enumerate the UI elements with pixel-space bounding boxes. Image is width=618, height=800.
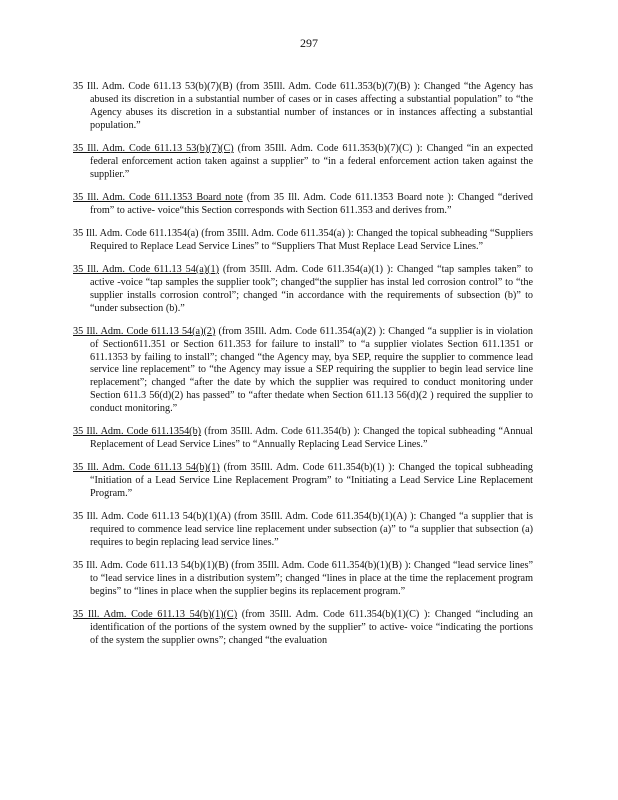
- entry-list: [73, 71, 533, 655]
- entry-citation: 35 Ill. Adm. Code 611.13 54(b)(1)(A): [73, 511, 231, 523]
- entry-citation: 35 Ill. Adm. Code 611.13 53(b)(7)(B): [73, 81, 233, 93]
- entry-text: (from 35Ill. Adm. Code 611.354(b) ): Changed the topical subheading “Annual Replacement of Lead Service Lines” to “Annually Replacing Lead Service Lines.”: [90, 426, 533, 451]
- entry-citation: 35 Ill. Adm. Code 611.13 54(a)(1): [73, 263, 219, 275]
- list-item: [73, 560, 533, 599]
- page-number: 297: [300, 36, 318, 50]
- list-item: [73, 264, 533, 316]
- entry-text: (from 35Ill. Adm. Code 611.354(a)(2) ): Changed “a supplier is in violation of Section611.351 or Section 611.353 for failure to install” to “a supplier violates Section 611.1351 or 611.1353 by failing to install”; changed “the Agency may, bya SEP, require the supplier to commence lead service line replacement” to “the Agency may issue a SEP requiring the supplier to begin lead service line replacement”; changed “after the date by which the supplier was required to conduct monitoring under Section 611.3 56(d)(2) has passed” to “after thedate when Section 611.13 56(d)(2 ) required the supplier to conduct monitoring.”: [90, 325, 533, 415]
- list-item: [73, 192, 533, 218]
- list-item: [73, 511, 533, 550]
- entry-text: (from 35Ill. Adm. Code 611.353(b)(7)(C) ): Changed “in an expected federal enforcement action taken against a supplier” to “in a federal enforcement action taken against the supplier.”: [90, 143, 533, 180]
- entry-citation: 35 Ill. Adm. Code 611.1353 Board note: [73, 191, 243, 203]
- list-item: [73, 462, 533, 501]
- entry-citation: 35 Ill. Adm. Code 611.13 54(b)(1): [73, 462, 220, 474]
- entry-text: (from 35Ill. Adm. Code 611.354(a)(1) ): Changed “tap samples taken” to active -voice “tap samples the supplier took”; changed“the supplier has instal led corrosion control” to “the supplier installs corrosion control”; changed “in accordance with the requirements of subsection (b)” to “under subsection (b).”: [90, 263, 533, 314]
- entry-text: (from 35Ill. Adm. Code 611.354(b)(1) ): Changed the topical subheading “Initiation of a Lead Service Line Replacement Program” to “Initiating a Lead Service Line Replacement Program.”: [90, 462, 534, 500]
- list-item: [73, 143, 533, 182]
- entry-citation: 35 Ill. Adm. Code 611.13 54(b)(1)(B): [73, 560, 229, 572]
- list-item: [73, 609, 533, 648]
- entry-text: (from 35Ill. Adm. Code 611.354(b)(1)(B) ): Changed “lead service lines” to “lead service lines in a distribution system”; changed “lines in place at the time the replacement program begins” to “lines in place when the supplier begins its replacement program.”: [90, 560, 533, 597]
- entry-text: (from 35Ill. Adm. Code 611.354(a) ): Changed the topical subheading “Suppliers Required to Replace Lead Service Lines” to “Suppliers That Must Replace Lead Service Lines.”: [90, 227, 533, 252]
- entry-text: (from 35 Ill. Adm. Code 611.1353 Board note ): Changed “derived from” to active- voice“this Section corresponds with Section 611.353 and derives from.”: [90, 191, 533, 216]
- list-item: [73, 426, 533, 452]
- entry-citation: 35 Ill. Adm. Code 611.13 53(b)(7)(C): [73, 143, 234, 154]
- list-item: [73, 228, 533, 254]
- entry-citation: 35 Ill. Adm. Code 611.13 54(a)(2): [73, 325, 216, 337]
- entry-text: (from 35Ill. Adm. Code 611.354(b)(1)(C) ): Changed “including an identification of the portions of the system owned by the supplier” to active- voice “indicating the portions of the system the supplier owns”; changed “the evaluation: [90, 608, 533, 646]
- entry-text: (from 35Ill. Adm. Code 611.353(b)(7)(B) ): Changed “the Agency has abused its discretion in a substantial number of cases or in cases affecting a substantial population” to “the Agency abuses its discretion in a substantial number of instances or in instances affecting a substantial population.”: [90, 81, 533, 131]
- entry-text: (from 35Ill. Adm. Code 611.354(b)(1)(A) ): Changed “a supplier that is required to commence lead service line replacement under subsection (a)” to “a supplier that subsection (a) requires to begin replacing lead service lines.”: [90, 511, 533, 548]
- entry-citation: 35 Ill. Adm. Code 611.13 54(b)(1)(C): [73, 608, 238, 620]
- entry-citation: 35 Ill. Adm. Code 611.1354(a): [73, 227, 199, 239]
- entry-citation: 35 Ill. Adm. Code 611.1354(b): [73, 426, 202, 438]
- list-item: [73, 326, 533, 416]
- list-item: [73, 81, 533, 133]
